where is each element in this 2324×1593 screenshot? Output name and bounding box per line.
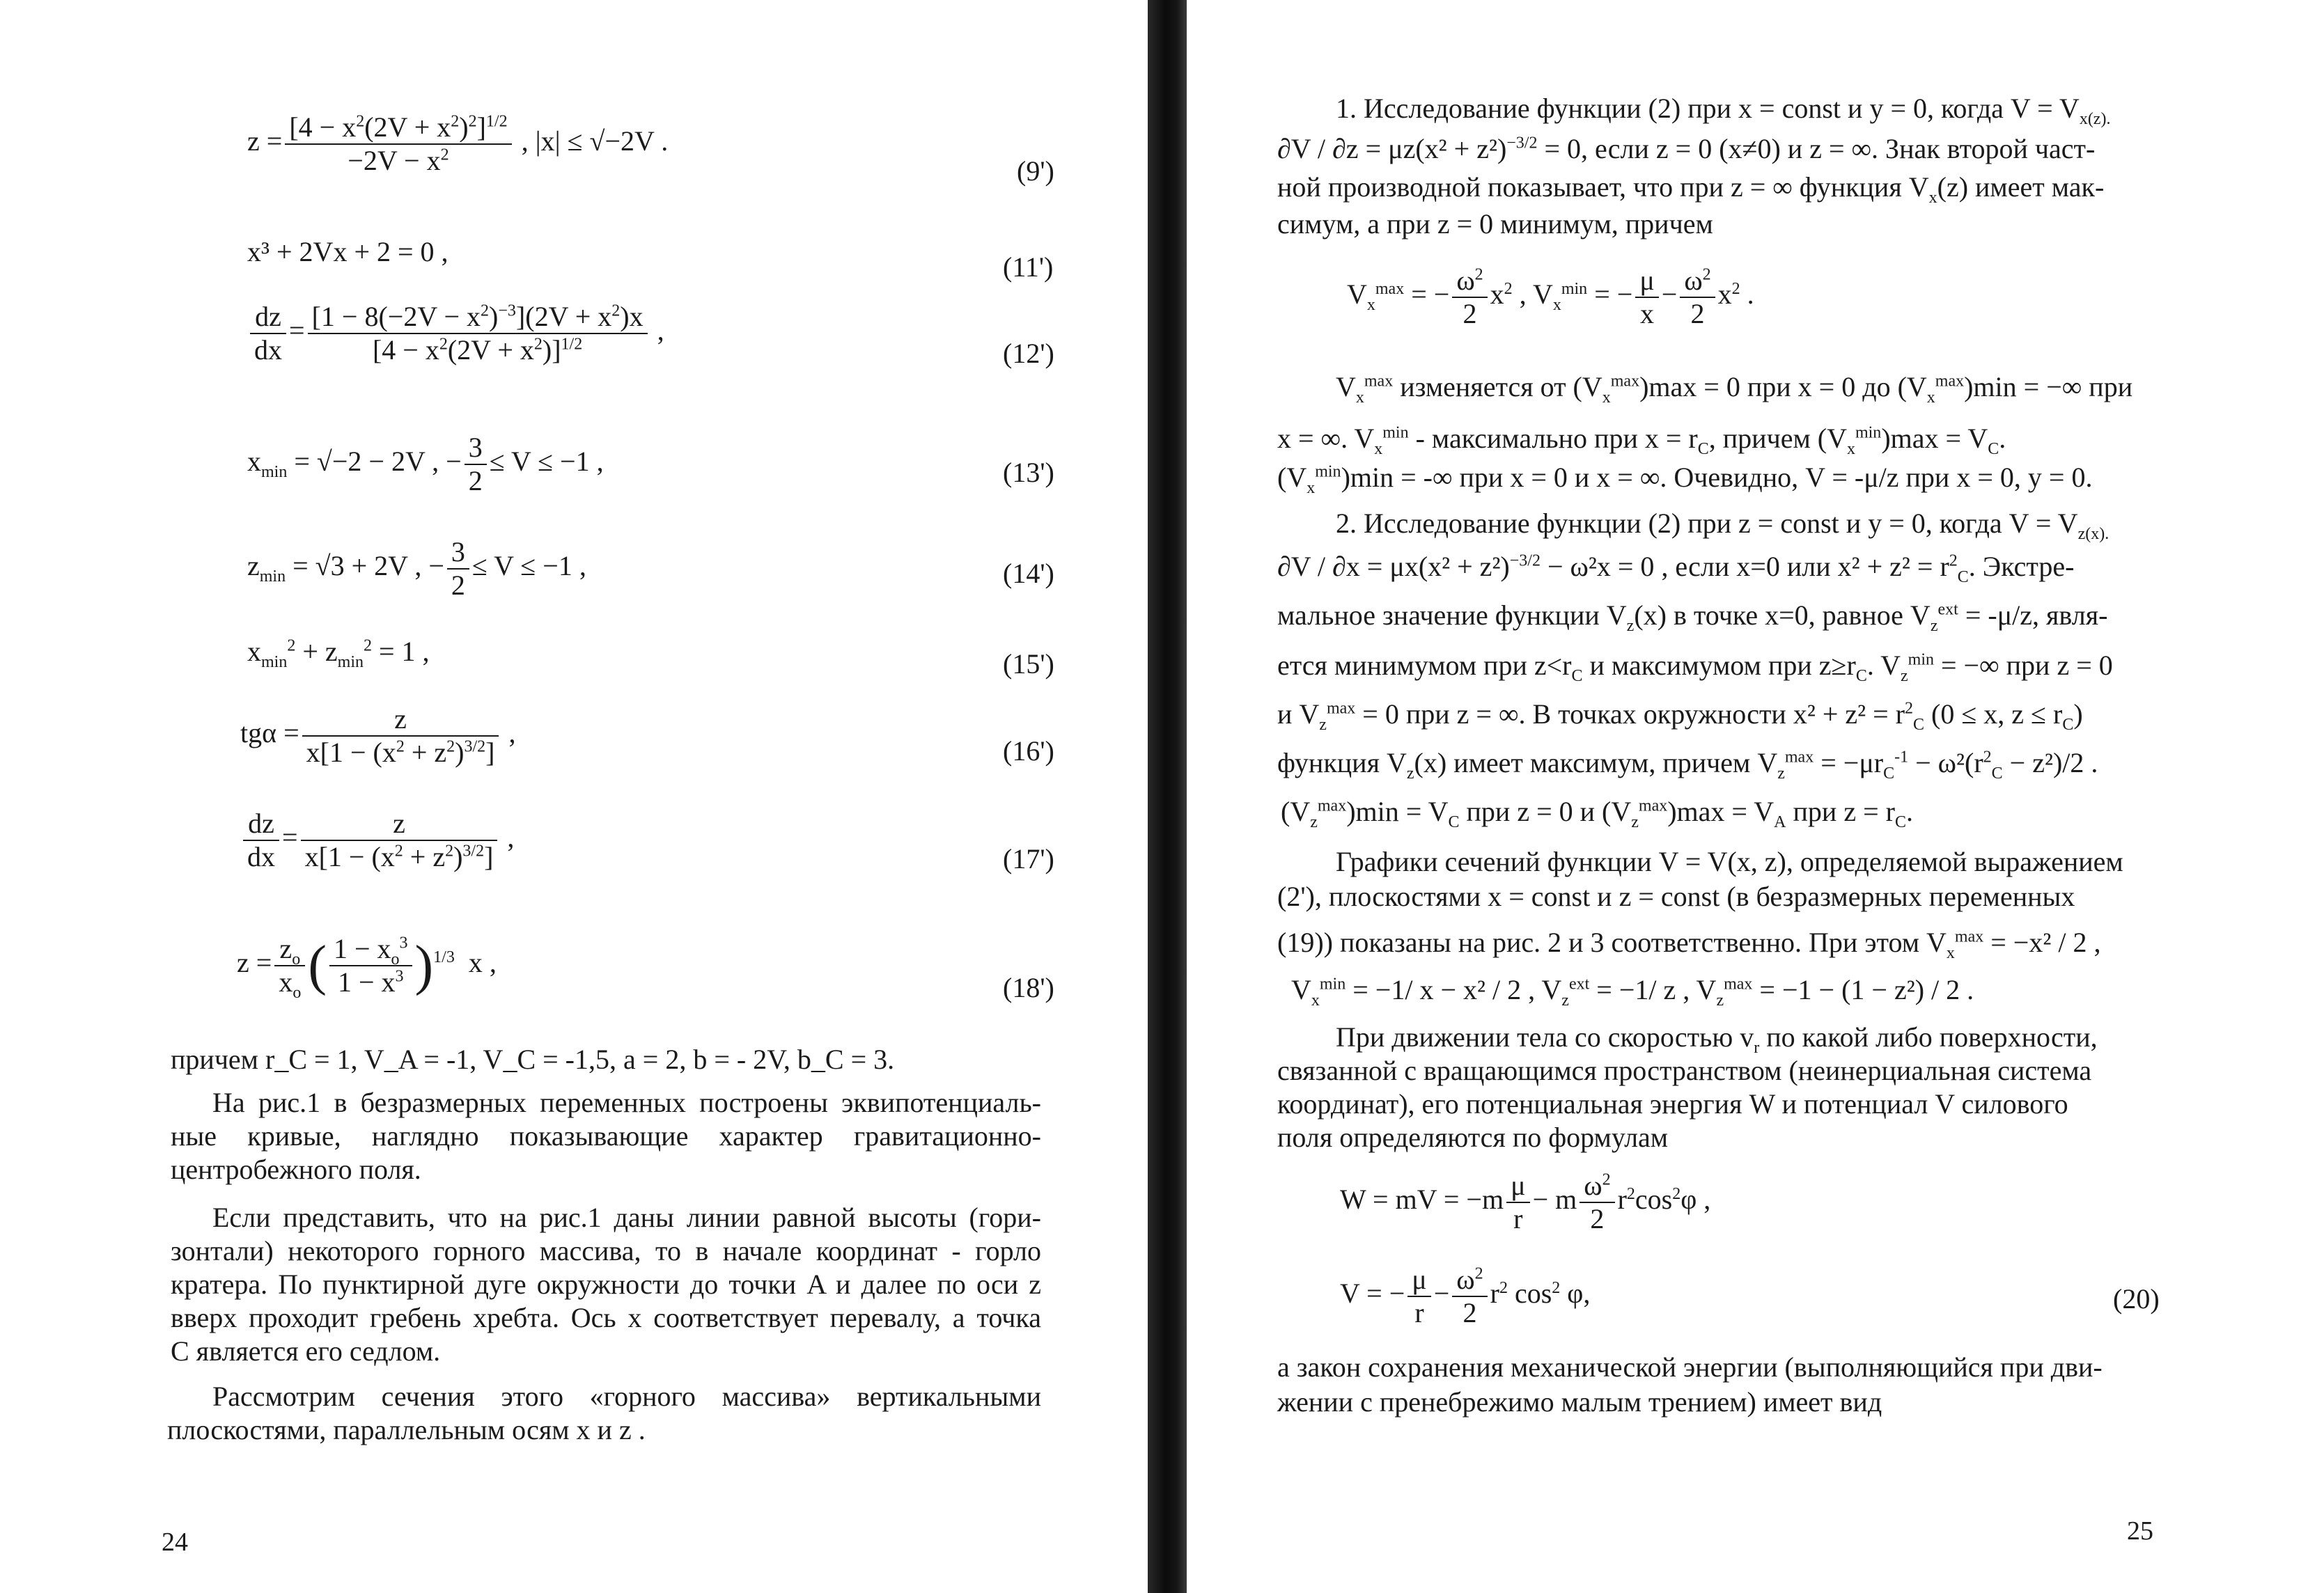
paragraph-line: x = ∞. $V_x^{min}$ - максимально при $x = r_C$, причем $(V_x^{min})\max = V_C$. [1277,423,2006,458]
paragraph-line: кратера. По пунктирной дуге окружности до точки A и далее по оси z [171,1269,1041,1300]
equation-17: $\frac{dz}{dx}$ = $\frac{z}{x[1 - (x^2 + z^2)^{3/2}]}$ , [240,808,514,873]
equation-label: (17') [1003,843,1054,874]
equation-18: z = $\frac{z_o}{x_o}$ ( $\frac{1 - x_o^3}{1 - x^3}$ )$^{1/3}$ x , [237,933,497,1002]
equation-label: (9') [1017,155,1054,187]
paragraph-line: $(V_x^{min})\min$ = -∞ при x = 0 и x = ∞. Очевидно, V = -μ/z при x = 0, y = 0. [1277,462,2093,497]
paragraph-line: поля определяются по формулам [1277,1122,1669,1153]
left-page [0,0,1148,1593]
paragraph-line: Если представить, что на рис.1 даны линии равной высоты (гори- [212,1202,1041,1233]
equation-9: z = $\frac{[4 - x^2(2V + x^2)^2]^{1/2}}{-2V - x^2}$ , |x| ≤ √−2V . [247,111,669,176]
paragraph-line: На рис.1 в безразмерных переменных построены эквипотенциаль- [212,1087,1041,1118]
equation-12: $\frac{dz}{dx}$ = $\frac{[1 - 8(-2V - x^2)^{-3}](2V + x^2)x}{[4 - x^2(2V + x^2)]^{1/2}}$ , [247,301,664,366]
paragraph-line: C является его седлом. [171,1335,441,1367]
paragraph-line: и $V_z^{max} = 0$ при z = ∞. В точках окружности $x^2 + z^2 = r^2_C$ (0 ≤ x, $z \le r_C$) [1277,698,2083,734]
paragraph-line: $(V_z^{max})\min = V_C$ при z = 0 и $(V_z^{max})\max = V_A$ при $z = r_C$. [1281,796,1913,831]
paragraph-line: ется минимумом при $z<r_C$ и максимумом при $z\ge r_C$. $V_z^{min}$ = −∞ при z = 0 [1277,650,2113,685]
paragraph-line: $\partial V / \partial x = \mu x(x^2 + z^2)^{-3/2} - \omega^2x = 0$ , если x=0 или $x^2 + z^2 = r^2_C$. Экстре- [1277,551,2075,586]
paragraph-line: жении с пренебрежимо малым трением) имеет вид [1277,1386,1882,1418]
equation-label: (13') [1003,457,1054,488]
equation-16: tgα = $\frac{z}{x[1 - (x^2 + z^2)^{3/2}]}$ , [240,703,516,768]
equation-label: (11') [1003,251,1054,283]
formula-vx: $V_x^{max}$ = − $\frac{\omega^2}{2}$ $x^2$ , $V_x^{min}$ = − $\frac{\mu}{x}$ − $\frac{\omega^2}{2}$ $x^2$ . [1347,265,1754,329]
equation-13: $x_{min} = √-2 - 2V$ , − $\frac{3}{2}$ ≤ V ≤ −1 , [247,432,604,496]
equation-label: (16') [1003,735,1054,767]
paragraph-line: центробежного поля. [171,1154,421,1185]
paragraph-line: $V_x^{max}$ изменяется от $(V_x^{max})\max = 0$ при x = 0 до $(V_x^{max})\min$ = −∞ при [1336,371,2133,407]
paragraph-line: Рассмотрим сечения этого «горного массива» вертикальными [212,1381,1041,1412]
paragraph-line: Графики сечений функции V = V(x, z), определяемой выражением [1336,846,2123,877]
page-number: 24 [162,1528,188,1557]
paragraph-line: При движении тела со скоростью $v_r$ по какой либо поверхности, [1336,1021,2098,1057]
constants-line: причем r_C = 1, V_A = -1, V_C = -1,5, a = 2, b = - 2V, b_C = 3. [171,1044,895,1075]
paragraph-line: 1. Исследование функции (2) при x = const и y = 0, когда $V = V_{x(z).}$ [1336,93,2111,128]
paragraph-line: ные кривые, наглядно показывающие характер гравитационно- [171,1120,1041,1152]
paragraph-line: вверх проходит гребень хребта. Ось x соответствует перевалу, а точка [171,1302,1041,1333]
paragraph-line: (19)) показаны на рис. 2 и 3 соответственно. При этом $V_x^{max} = -x^2 / 2$ , [1277,927,2101,962]
paragraph-line: связанной с вращающимся пространством (неинерциальная система [1277,1055,2092,1086]
paragraph-line: симум, а при z = 0 минимум, причем [1277,208,1713,240]
equation-label: (14') [1003,558,1054,589]
paragraph-line: плоскостями, параллельным осям x и z . [167,1414,646,1445]
formula-w: W = mV = −m $\frac{\mu}{r}$ − m $\frac{\omega^2}{2}$ $r^2\cos^2\varphi$ , [1340,1170,1711,1234]
paragraph-line: $\partial V / \partial z = \mu z(x^2 + z^2)^{-3/2} = 0$, если z = 0 (x≠0) и z = ∞. Знак второй част- [1277,133,2096,164]
paragraph-line: функция $V_z(x)$ имеет максимум, причем $V_z^{max} = -\mu r_C^{-1} - \omega^2(r^2_C - z^2)/2$ . [1277,747,2098,783]
paragraph-line: мальное значение функции $V_z(x)$ в точке x=0, равное $V_z^{ext} = -\mu/z$, явля- [1277,599,2108,635]
equation-15: $x_{min}^2 + z_{min}^2 = 1$ , [247,636,430,671]
equation-label: (15') [1003,648,1054,680]
paragraph-line: $V_x^{min} = -1/$ x − x² / 2 , $V_z^{ext} = -1/$ z , $V_z^{max} = -1 - (1 - z^2) / 2$ . [1291,974,1974,1010]
page-number: 25 [2127,1516,2153,1546]
equation-label: (12') [1003,338,1054,369]
equation-label: (18') [1003,972,1054,1003]
paragraph-line: а закон сохранения механической энергии (выполняющийся при дви- [1277,1351,2103,1383]
book-spine [1148,0,1187,1593]
paragraph-line: зонтали) некоторого горного массива, то в начале координат - горло [171,1235,1041,1266]
paragraph-line: координат), его потенциальная энергия W и потенциал V силового [1277,1088,2068,1120]
formula-v: V = − $\frac{\mu}{r}$ − $\frac{\omega^2}{2}$ $r^2$ $\cos^2 \varphi$, [1340,1264,1591,1328]
equation-label: (20) [2113,1283,2160,1315]
equation-11: x³ + 2Vx + 2 = 0 , [247,236,449,267]
right-page [1187,0,2324,1593]
paragraph-line: (2'), плоскостями x = const и z = const (в безразмерных переменных [1277,881,2075,912]
paragraph-line: 2. Исследование функции (2) при z = const и y = 0, когда $V = V_{z(x).}$ [1336,508,2109,543]
equation-14: $z_{min} = √3 + 2V$ , − $\frac{3}{2}$ ≤ V ≤ −1 , [247,536,586,601]
paragraph-line: ной производной показывает, что при z = ∞ функция $V_x(z)$ имеет мак- [1277,171,2105,207]
